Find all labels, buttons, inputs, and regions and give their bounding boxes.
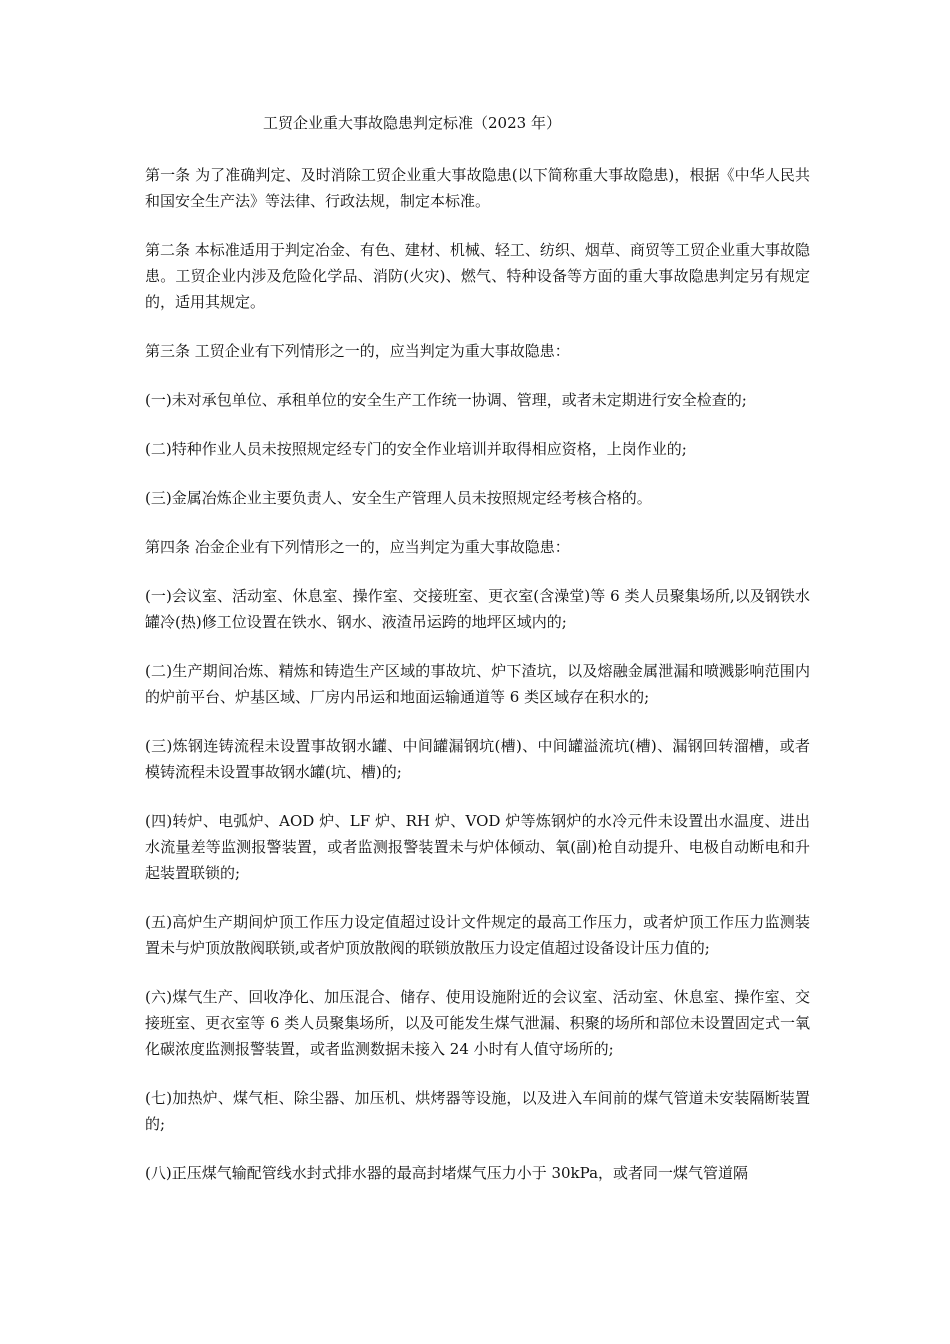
article-4-item-3: (三)炼钢连铸流程未设置事故钢水罐、中间罐漏钢坑(槽)、中间罐溢流坑(槽)、漏钢回转溜槽，或者模铸流程未设置事故钢水罐(坑、槽)的; <box>145 737 810 781</box>
article-4-item-1: (一)会议室、活动室、休息室、操作室、交接班室、更衣室(含澡堂)等 6 类人员聚集场所,以及钢铁水罐冷(热)修工位设置在铁水、钢水、液渣吊运跨的地坪区域内的; <box>145 587 810 631</box>
article-4-item-5: (五)高炉生产期间炉顶工作压力设定值超过设计文件规定的最高工作压力，或者炉顶工作压力监测装置未与炉顶放散阀联锁,或者炉顶放散阀的联锁放散压力设定值超过设备设计压力值的; <box>145 913 810 957</box>
document-title: 工贸企业重大事故隐患判定标准（2023 年） <box>263 114 561 132</box>
article-4: 第四条 冶金企业有下列情形之一的，应当判定为重大事故隐患： <box>145 538 570 556</box>
article-4-item-2: (二)生产期间冶炼、精炼和铸造生产区域的事故坑、炉下渣坑，以及熔融金属泄漏和喷溅影响范围内的炉前平台、炉基区域、厂房内吊运和地面运输通道等 6 类区域存在积水的; <box>145 662 810 706</box>
article-3: 第三条 工贸企业有下列情形之一的，应当判定为重大事故隐患： <box>145 342 570 360</box>
document-page <box>145 110 810 1186</box>
article-3-item-1: (一)未对承包单位、承租单位的安全生产工作统一协调、管理，或者未定期进行安全检查的; <box>145 391 747 409</box>
article-4-item-8: (八)正压煤气输配管线水封式排水器的最高封堵煤气压力小于 30kPa，或者同一煤气管道隔 <box>145 1164 749 1182</box>
article-4-item-7: (七)加热炉、煤气柜、除尘器、加压机、烘烤器等设施，以及进入车间前的煤气管道未安装隔断装置的; <box>145 1089 810 1133</box>
article-4-item-4: (四)转炉、电弧炉、AOD 炉、LF 炉、RH 炉、VOD 炉等炼钢炉的水冷元件未设置出水温度、进出水流量差等监测报警装置，或者监测报警装置未与炉体倾动、氧(副)枪自动提升、电极自动断电和升起装置联锁的; <box>145 812 810 882</box>
article-2: 第二条 本标准适用于判定冶金、有色、建材、机械、轻工、纺织、烟草、商贸等工贸企业重大事故隐患。工贸企业内涉及危险化学品、消防(火灾)、燃气、特种设备等方面的重大事故隐患判定另有规定的，适用其规定。 <box>145 241 810 311</box>
article-4-item-6: (六)煤气生产、回收净化、加压混合、储存、使用设施附近的会议室、活动室、休息室、操作室、交接班室、更衣室等 6 类人员聚集场所，以及可能发生煤气泄漏、积聚的场所和部位未设置固定式一氧化碳浓度监测报警装置，或者监测数据未接入 24 小时有人值守场所的; <box>145 988 810 1058</box>
article-3-item-3: (三)金属冶炼企业主要负责人、安全生产管理人员未按照规定经考核合格的。 <box>145 489 652 507</box>
article-3-item-2: (二)特种作业人员未按照规定经专门的安全作业培训并取得相应资格，上岗作业的; <box>145 440 687 458</box>
article-1: 第一条 为了准确判定、及时消除工贸企业重大事故隐患(以下简称重大事故隐患)，根据《中华人民共和国安全生产法》等法律、行政法规，制定本标准。 <box>145 166 810 210</box>
